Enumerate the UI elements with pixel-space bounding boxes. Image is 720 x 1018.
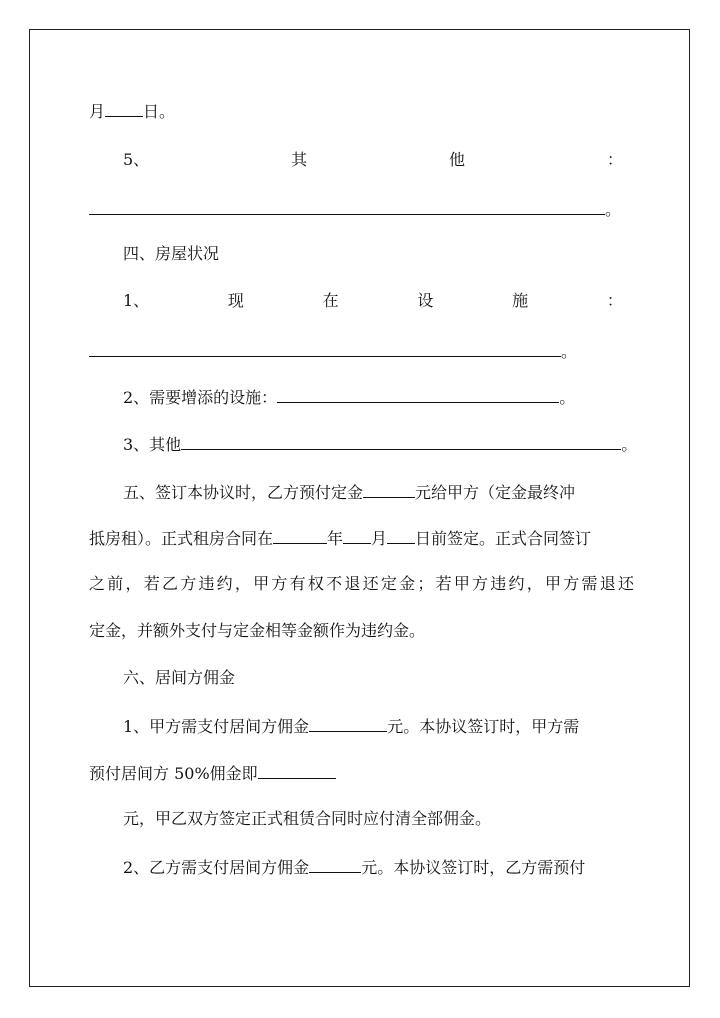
facilities-blank[interactable] [89,338,561,357]
additions-blank[interactable] [277,384,559,403]
text-segment: 元。本协议签订时，甲方需 [387,717,580,736]
section-5-line-3 [89,572,634,596]
other-label: 3、其他 [123,435,182,454]
item-5-other [89,148,634,172]
other-detail-blank[interactable] [181,431,621,450]
spread-char: ： [606,291,623,310]
date-line [89,98,634,124]
day-blank[interactable] [387,525,415,544]
text-segment: 抵房租）。正式租房合同在 [89,529,274,548]
text-segment: 之前，若乙方违约，甲方有权不退还定金；若甲方违约，甲方需退还 [89,574,634,593]
day-blank[interactable] [105,98,143,117]
text-segment: 定金，并额外支付与定金相等金额作为违约金。 [89,621,426,640]
month-blank[interactable] [343,525,371,544]
item-2-additions [89,384,634,410]
section-6-item-2 [89,854,634,880]
text-segment: 1、甲方需支付居间方佣金 [123,717,310,736]
section-heading: 六、居间方佣金 [123,668,236,687]
text-segment: 元。本协议签订时，乙方需预付 [361,858,586,877]
item-number: 5、 [123,150,150,169]
additions-label: 2、需要增添的设施： [123,388,278,407]
period: 。 [621,435,638,454]
text-segment: 元，甲乙双方签定正式租赁合同时应付清全部佣金。 [123,809,492,828]
month-label: 月 [89,102,106,121]
item-1-facilities [89,289,634,313]
spread-char: 设 [417,291,434,310]
facilities-blank-line [89,338,634,364]
day-label: 日。 [143,102,176,121]
section-5-line-1 [89,479,634,505]
section-6-item-1 [89,713,634,739]
text-segment: 五、签订本协议时，乙方预付定金 [123,483,364,502]
party-b-commission-blank[interactable] [309,854,361,873]
other-blank[interactable] [89,196,605,215]
spread-char: ： [606,150,623,169]
text-segment: 日前签定。正式合同签订 [415,529,592,548]
spread-char: 施 [512,291,529,310]
spread-char: 其 [291,150,308,169]
period: 。 [605,200,622,219]
text-segment: 元给甲方（定金最终冲 [415,483,576,502]
text-segment: 月 [371,529,388,548]
section-heading: 四、房屋状况 [123,244,220,263]
section-5-line-2 [89,525,634,551]
period: 。 [561,342,578,361]
section-4-heading [89,242,634,266]
text-segment: 年 [327,529,344,548]
spread-char: 他 [449,150,466,169]
period: 。 [559,388,576,407]
spread-char: 现 [227,291,244,310]
party-a-commission-blank[interactable] [309,713,387,732]
deposit-blank[interactable] [363,479,415,498]
section-5-line-4 [89,619,634,643]
other-blank-line [89,196,634,222]
spread-char: 在 [322,291,339,310]
section-6-item-1-end [89,807,634,831]
year-blank[interactable] [273,525,327,544]
text-segment: 2、乙方需支付居间方佣金 [123,858,310,877]
section-6-item-1-cont [89,760,634,786]
page-frame [29,29,690,987]
section-6-heading [89,666,634,690]
prepaid-commission-blank[interactable] [258,760,336,779]
text-segment: 预付居间方 50%佣金即 [89,764,258,783]
item-3-other [89,431,638,457]
item-number: 1、 [123,291,150,310]
